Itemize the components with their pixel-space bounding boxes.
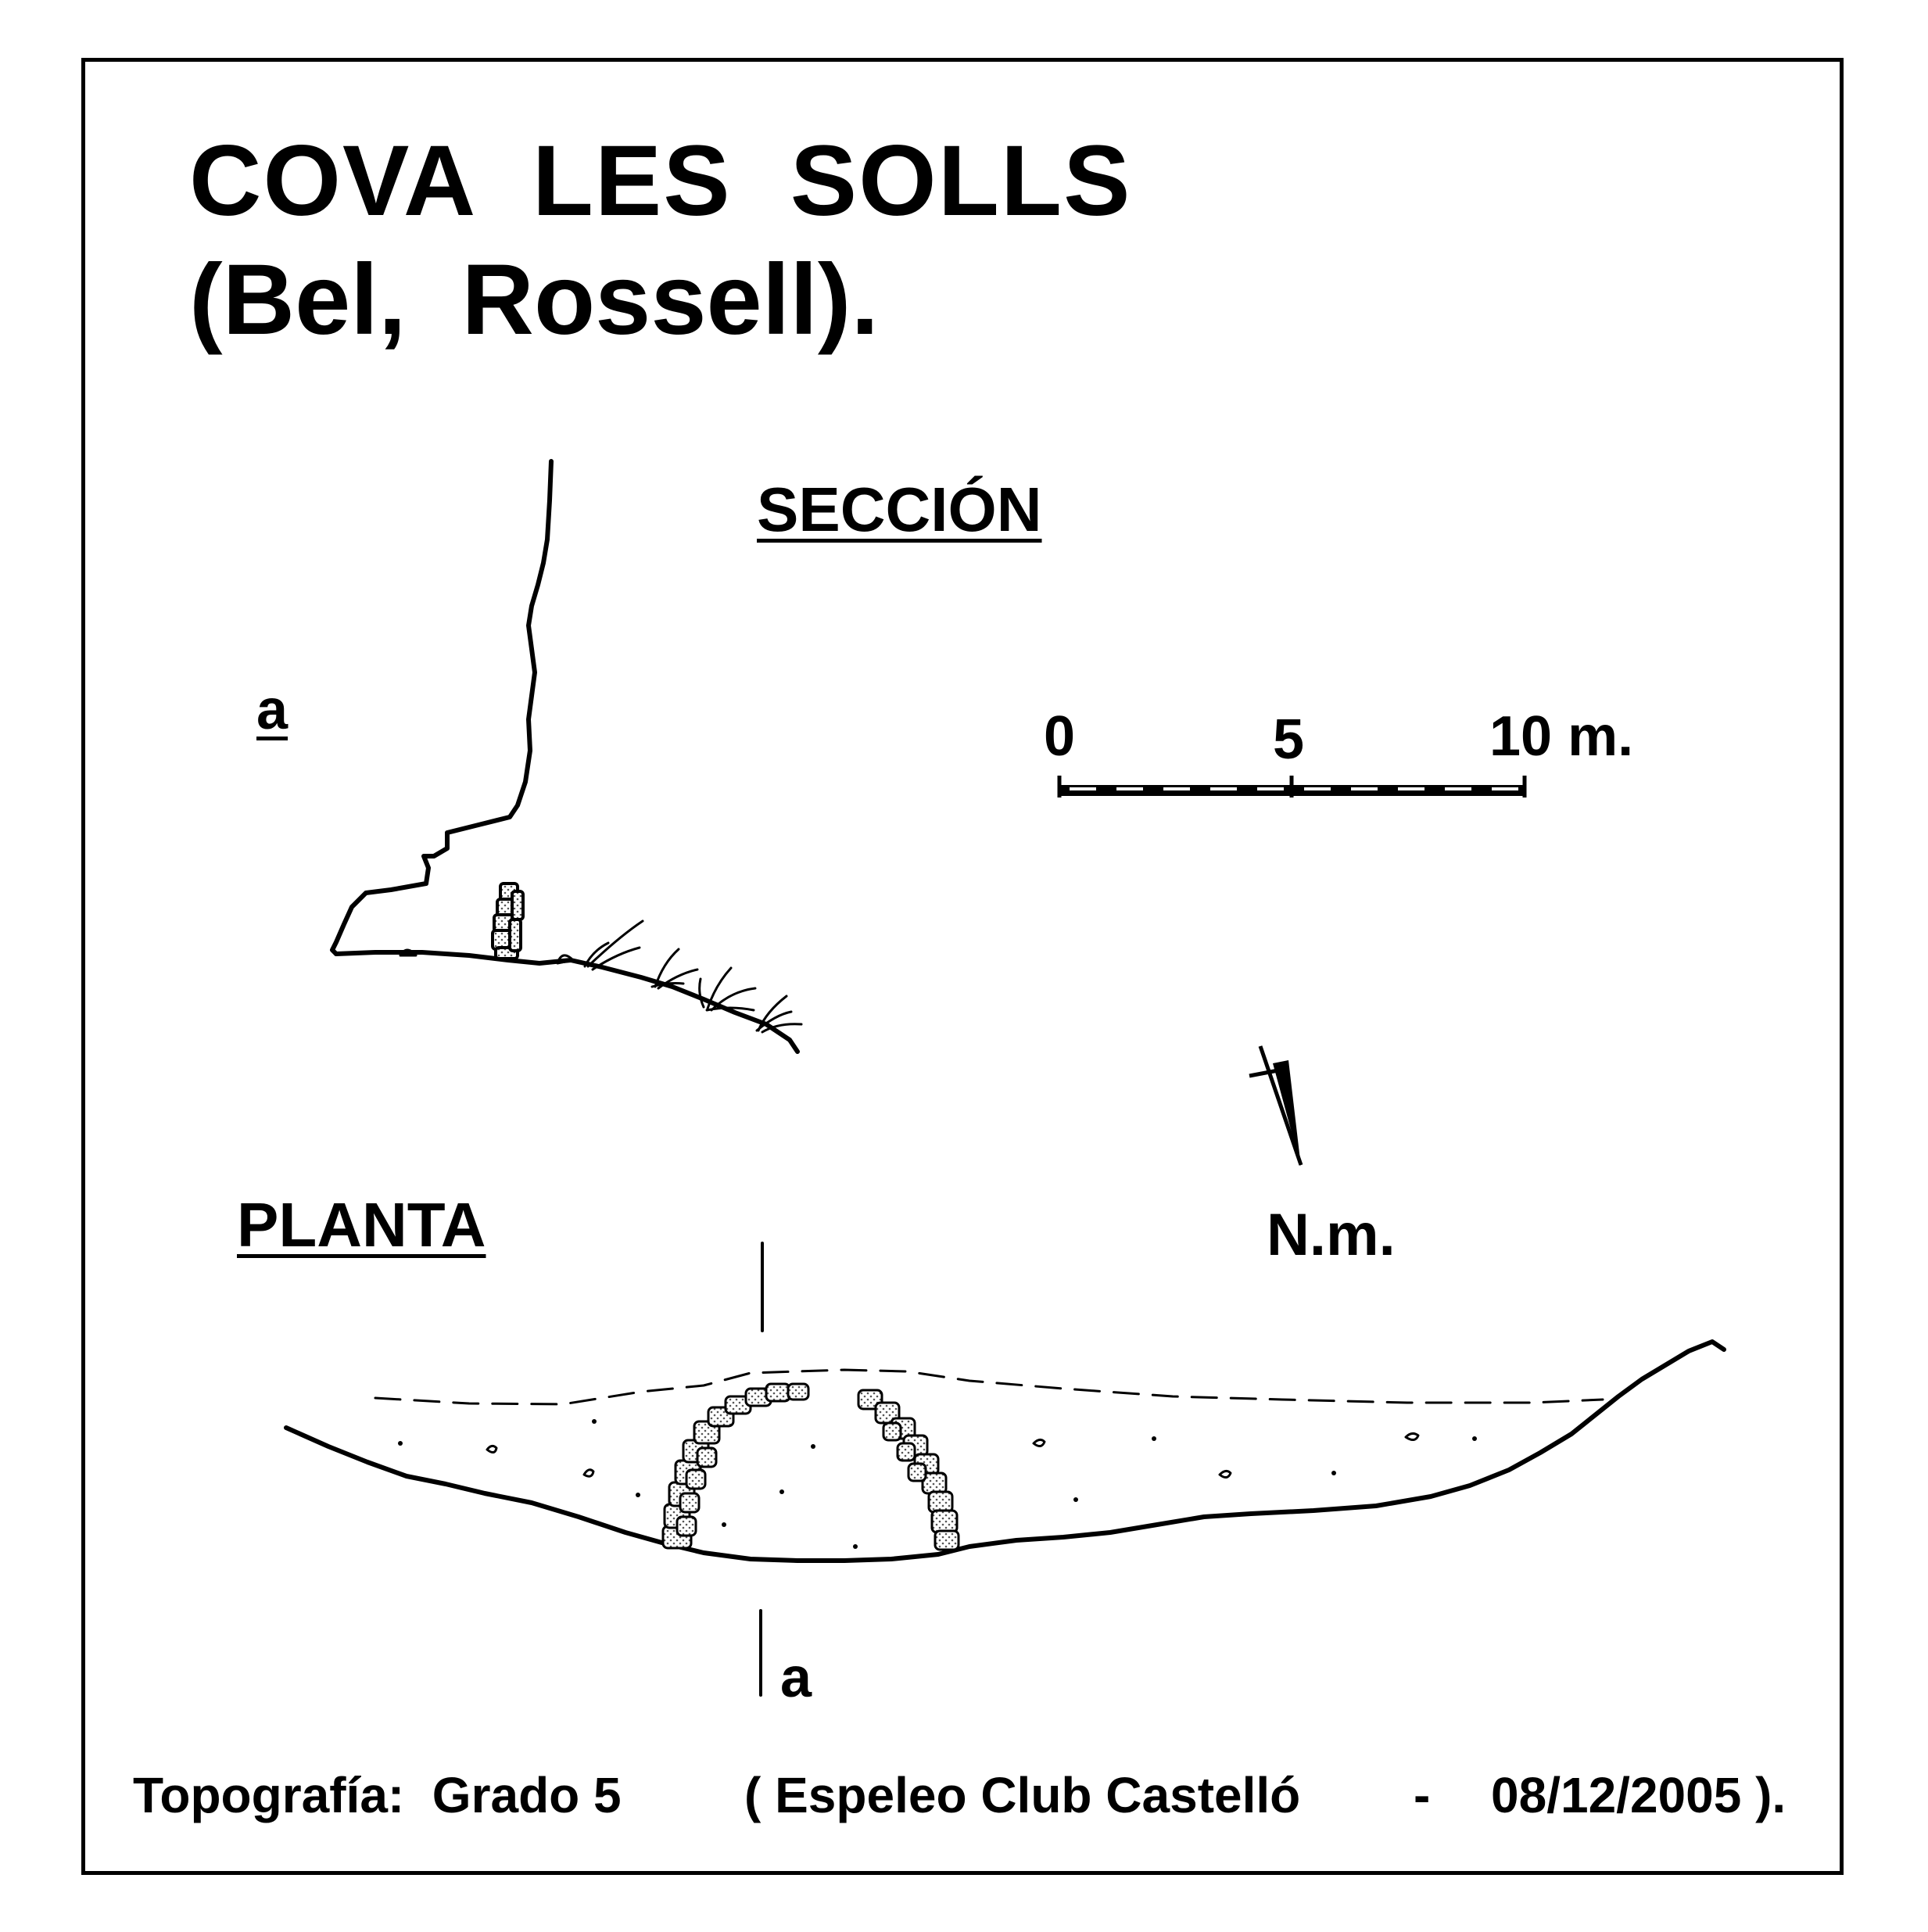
section-stone-wall bbox=[493, 884, 523, 959]
section-marker-label: a bbox=[256, 679, 288, 741]
footer-dash: - bbox=[1414, 1767, 1431, 1823]
plan-view bbox=[286, 1243, 1724, 1695]
plan-floor-blocks bbox=[487, 1433, 1418, 1477]
map-title: COVA LES SOLLS bbox=[189, 125, 1132, 237]
plan-cave-outline bbox=[286, 1342, 1724, 1561]
plan-wall-right bbox=[858, 1390, 959, 1550]
north-arrow-icon bbox=[1249, 1046, 1301, 1167]
section-profile bbox=[332, 461, 801, 1052]
section-cliff-outline bbox=[332, 461, 551, 954]
scale-bar bbox=[1059, 776, 1525, 798]
scale-tick-label-5: 5 bbox=[1273, 708, 1305, 771]
plan-heading: PLANTA bbox=[237, 1190, 486, 1260]
north-label: N.m. bbox=[1267, 1202, 1396, 1268]
scale-tick-label-10: 10 m. bbox=[1489, 705, 1634, 768]
plan-wall-left bbox=[663, 1384, 808, 1548]
footer-date: 08/12/2005 ). bbox=[1491, 1767, 1786, 1823]
footer-club: ( Espeleo Club Castelló bbox=[744, 1767, 1301, 1823]
plan-dripline-dashed bbox=[375, 1370, 1603, 1404]
section-vegetation bbox=[585, 921, 801, 1032]
map-subtitle: (Bel, Rossell). bbox=[189, 244, 879, 356]
footer-survey-grade: Topografía: Grado 5 bbox=[133, 1767, 622, 1823]
section-floor-slope bbox=[336, 952, 797, 1052]
plan-marker-label: a bbox=[780, 1647, 812, 1709]
section-heading: SECCIÓN bbox=[757, 475, 1042, 544]
scale-tick-label-0: 0 bbox=[1044, 705, 1076, 768]
